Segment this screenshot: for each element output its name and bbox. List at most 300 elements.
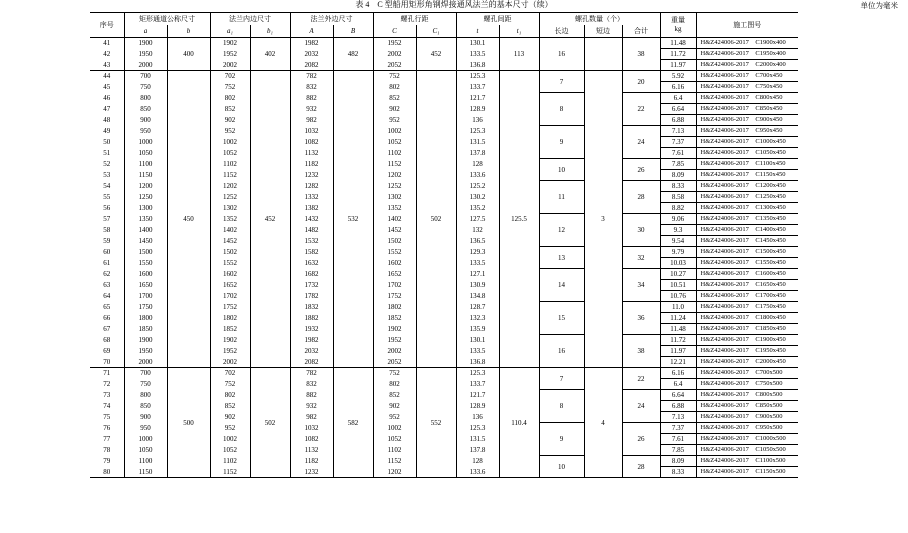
cell-A: 1132 bbox=[290, 445, 333, 456]
cell-weight: 8.33 bbox=[660, 181, 696, 192]
cell-C: 2002 bbox=[373, 49, 416, 60]
cell-C: 1052 bbox=[373, 434, 416, 445]
cell-a1: 1802 bbox=[210, 313, 250, 324]
cell-a: 750 bbox=[124, 379, 167, 390]
cell-t: 136.5 bbox=[456, 236, 499, 247]
cell-a: 1100 bbox=[124, 456, 167, 467]
cell-a1: 1452 bbox=[210, 236, 250, 247]
cell-C: 1552 bbox=[373, 247, 416, 258]
cell-a: 1200 bbox=[124, 181, 167, 192]
cell-a1: 952 bbox=[210, 126, 250, 137]
cell-A: 2032 bbox=[290, 49, 333, 60]
cell-drawing: H&Z424006-2017 C850x500 bbox=[696, 401, 798, 412]
header-short: 短边 bbox=[584, 25, 622, 38]
cell-drawing: H&Z424006-2017 C900x450 bbox=[696, 115, 798, 126]
cell-t: 125.2 bbox=[456, 181, 499, 192]
cell-C: 902 bbox=[373, 104, 416, 115]
cell-C: 952 bbox=[373, 412, 416, 423]
cell-A: 2032 bbox=[290, 346, 333, 357]
header-total: 合计 bbox=[622, 25, 660, 38]
cell-total: 28 bbox=[622, 456, 660, 478]
cell-t: 136.8 bbox=[456, 357, 499, 368]
cell-t: 128.9 bbox=[456, 104, 499, 115]
cell-t: 129.3 bbox=[456, 247, 499, 258]
cell-C: 1302 bbox=[373, 192, 416, 203]
cell-seq: 44 bbox=[90, 71, 124, 82]
cell-t: 137.8 bbox=[456, 148, 499, 159]
cell-seq: 67 bbox=[103, 325, 111, 333]
cell-drawing: H&Z424006-2017 C1200x450 bbox=[696, 181, 798, 192]
cell-drawing: H&Z424006-2017 C1400x450 bbox=[696, 225, 798, 236]
cell-drawing: H&Z424006-2017 C1000x500 bbox=[696, 434, 798, 445]
cell-weight: 11.48 bbox=[660, 38, 696, 49]
cell-long: 7 bbox=[539, 368, 584, 390]
cell-A: 782 bbox=[290, 71, 333, 82]
cell-short: 3 bbox=[584, 71, 622, 368]
cell-total: 32 bbox=[622, 247, 660, 269]
cell-C: 1102 bbox=[373, 148, 416, 159]
cell-t: 128.9 bbox=[456, 401, 499, 412]
cell-weight: 7.61 bbox=[660, 148, 696, 159]
cell-A: 782 bbox=[290, 368, 333, 379]
header-C: C bbox=[373, 25, 416, 38]
cell-t: 127.1 bbox=[456, 269, 499, 280]
cell-drawing: H&Z424006-2017 C1500x450 bbox=[696, 247, 798, 258]
cell-a: 900 bbox=[124, 115, 167, 126]
header-seq: 序号 bbox=[90, 13, 124, 38]
cell-C1: 552 bbox=[416, 368, 456, 478]
cell-C: 1152 bbox=[373, 159, 416, 170]
cell-C: 1002 bbox=[373, 423, 416, 434]
cell-t: 136 bbox=[456, 115, 499, 126]
cell-drawing: H&Z424006-2017 C850x450 bbox=[696, 104, 798, 115]
cell-a: 1700 bbox=[124, 291, 167, 302]
cell-a: 700 bbox=[124, 71, 167, 82]
header-weight bbox=[660, 13, 696, 38]
cell-C: 1452 bbox=[373, 225, 416, 236]
cell-seq: 74 bbox=[103, 402, 111, 410]
cell-long: 10 bbox=[539, 159, 584, 181]
cell-total: 26 bbox=[622, 423, 660, 456]
cell-C: 952 bbox=[373, 115, 416, 126]
cell-total: 24 bbox=[622, 390, 660, 423]
table-row bbox=[90, 38, 798, 49]
cell-C: 2052 bbox=[373, 60, 416, 71]
cell-drawing: H&Z424006-2017 C1100x450 bbox=[696, 159, 798, 170]
cell-t: 133.7 bbox=[456, 82, 499, 93]
cell-a: 700 bbox=[124, 368, 167, 379]
cell-drawing: H&Z424006-2017 C1350x450 bbox=[696, 214, 798, 225]
cell-drawing: H&Z424006-2017 C950x450 bbox=[696, 126, 798, 137]
cell-C: 1752 bbox=[373, 291, 416, 302]
cell-a: 1000 bbox=[124, 137, 167, 148]
cell-a1: 1552 bbox=[210, 258, 250, 269]
cell-a1: 1702 bbox=[210, 291, 250, 302]
cell-t: 128 bbox=[456, 456, 499, 467]
header-b1: b₁ bbox=[250, 25, 290, 38]
cell-A: 1082 bbox=[290, 137, 333, 148]
cell-total: 22 bbox=[622, 93, 660, 126]
cell-C: 1702 bbox=[373, 280, 416, 291]
cell-a: 1650 bbox=[124, 280, 167, 291]
cell-A: 1432 bbox=[290, 214, 333, 225]
cell-drawing: H&Z424006-2017 C800x500 bbox=[696, 390, 798, 401]
cell-a1: 902 bbox=[210, 115, 250, 126]
cell-C: 1502 bbox=[373, 236, 416, 247]
cell-long: 13 bbox=[539, 247, 584, 269]
cell-B: 482 bbox=[333, 38, 373, 71]
cell-b: 500 bbox=[167, 368, 210, 478]
cell-total: 38 bbox=[622, 335, 660, 368]
cell-seq: 62 bbox=[103, 270, 111, 278]
cell-drawing: H&Z424006-2017 C700x450 bbox=[696, 71, 798, 82]
cell-a: 850 bbox=[124, 401, 167, 412]
cell-a1: 1102 bbox=[210, 456, 250, 467]
cell-t: 132.3 bbox=[456, 313, 499, 324]
cell-long: 14 bbox=[539, 269, 584, 302]
cell-C: 1102 bbox=[373, 445, 416, 456]
cell-total: 22 bbox=[622, 368, 660, 390]
cell-t: 128.7 bbox=[456, 302, 499, 313]
cell-seq: 78 bbox=[103, 446, 111, 454]
cell-A: 1182 bbox=[290, 159, 333, 170]
cell-C: 1352 bbox=[373, 203, 416, 214]
cell-A: 1032 bbox=[290, 423, 333, 434]
cell-weight: 6.16 bbox=[660, 82, 696, 93]
unit-label: 单位为毫米 bbox=[860, 1, 898, 10]
cell-seq: 51 bbox=[103, 149, 111, 157]
cell-B: 532 bbox=[333, 71, 373, 368]
cell-a: 1050 bbox=[124, 445, 167, 456]
cell-C: 1952 bbox=[373, 335, 416, 346]
cell-weight: 7.37 bbox=[660, 423, 696, 434]
cell-drawing: H&Z424006-2017 C1800x450 bbox=[696, 313, 798, 324]
cell-seq: 68 bbox=[103, 336, 111, 344]
cell-a1: 1252 bbox=[210, 192, 250, 203]
cell-a1: 702 bbox=[210, 368, 250, 379]
cell-A: 1782 bbox=[290, 291, 333, 302]
header-a: a bbox=[124, 25, 167, 38]
cell-C: 1852 bbox=[373, 313, 416, 324]
cell-weight: 6.88 bbox=[660, 401, 696, 412]
cell-seq: 57 bbox=[103, 215, 111, 223]
cell-C1: 502 bbox=[416, 71, 456, 368]
cell-t: 121.7 bbox=[456, 390, 499, 401]
header-weight-unit: kg bbox=[674, 25, 682, 33]
header-weight-label: 重量 bbox=[671, 16, 685, 24]
cell-b1: 402 bbox=[250, 38, 290, 71]
cell-weight: 6.16 bbox=[660, 368, 696, 379]
cell-t1: 110.4 bbox=[499, 368, 539, 478]
cell-t: 125.3 bbox=[456, 126, 499, 137]
cell-a1: 1502 bbox=[210, 247, 250, 258]
cell-C: 1202 bbox=[373, 170, 416, 181]
cell-A: 832 bbox=[290, 379, 333, 390]
cell-b1: 452 bbox=[250, 71, 290, 368]
cell-A: 1982 bbox=[290, 38, 333, 49]
cell-a: 1100 bbox=[124, 159, 167, 170]
cell-seq: 71 bbox=[90, 368, 124, 379]
cell-A: 982 bbox=[290, 412, 333, 423]
cell-weight: 6.4 bbox=[660, 379, 696, 390]
cell-seq: 64 bbox=[103, 292, 111, 300]
cell-a: 1950 bbox=[124, 346, 167, 357]
header-inner: 法兰内边尺寸 bbox=[210, 13, 290, 26]
cell-long: 16 bbox=[539, 335, 584, 368]
cell-t: 133.5 bbox=[456, 258, 499, 269]
cell-t: 136.8 bbox=[456, 60, 499, 71]
header-C1: C₁ bbox=[416, 25, 456, 38]
header-long: 长边 bbox=[539, 25, 584, 38]
flange-dimension-table bbox=[90, 12, 798, 478]
cell-drawing: H&Z424006-2017 C700x500 bbox=[696, 368, 798, 379]
cell-total: 36 bbox=[622, 302, 660, 335]
cell-drawing: H&Z424006-2017 C2000x450 bbox=[696, 357, 798, 368]
cell-weight: 9.79 bbox=[660, 247, 696, 258]
cell-drawing: H&Z424006-2017 C800x450 bbox=[696, 93, 798, 104]
cell-weight: 9.54 bbox=[660, 236, 696, 247]
cell-t: 121.7 bbox=[456, 93, 499, 104]
cell-a: 1250 bbox=[124, 192, 167, 203]
cell-seq: 65 bbox=[103, 303, 111, 311]
cell-short: 4 bbox=[584, 368, 622, 478]
cell-total: 20 bbox=[622, 71, 660, 93]
cell-drawing: H&Z424006-2017 C1250x450 bbox=[696, 192, 798, 203]
cell-C: 2052 bbox=[373, 357, 416, 368]
cell-drawing: H&Z424006-2017 C1150x450 bbox=[696, 170, 798, 181]
cell-A: 1132 bbox=[290, 148, 333, 159]
cell-seq: 79 bbox=[103, 457, 111, 465]
cell-C: 1602 bbox=[373, 258, 416, 269]
cell-C1: 452 bbox=[416, 38, 456, 71]
cell-weight: 8.82 bbox=[660, 203, 696, 214]
cell-weight: 6.4 bbox=[660, 93, 696, 104]
cell-a: 950 bbox=[124, 423, 167, 434]
cell-a1: 852 bbox=[210, 401, 250, 412]
cell-weight: 7.13 bbox=[660, 412, 696, 423]
cell-drawing: H&Z424006-2017 C1900x450 bbox=[696, 335, 798, 346]
cell-seq: 53 bbox=[103, 171, 111, 179]
cell-a1: 1152 bbox=[210, 170, 250, 181]
cell-t: 125.3 bbox=[456, 368, 499, 379]
cell-weight: 5.92 bbox=[660, 71, 696, 82]
cell-weight: 9.3 bbox=[660, 225, 696, 236]
cell-A: 1632 bbox=[290, 258, 333, 269]
cell-t: 133.6 bbox=[456, 170, 499, 181]
cell-a: 2000 bbox=[124, 357, 167, 368]
cell-A: 1832 bbox=[290, 302, 333, 313]
cell-seq: 73 bbox=[103, 391, 111, 399]
cell-weight: 8.09 bbox=[660, 170, 696, 181]
cell-C: 2002 bbox=[373, 346, 416, 357]
cell-weight: 11.72 bbox=[660, 49, 696, 60]
cell-A: 882 bbox=[290, 93, 333, 104]
cell-seq: 46 bbox=[103, 94, 111, 102]
cell-a1: 1352 bbox=[210, 214, 250, 225]
cell-C: 852 bbox=[373, 93, 416, 104]
cell-b: 400 bbox=[167, 38, 210, 71]
cell-A: 1732 bbox=[290, 280, 333, 291]
cell-weight: 10.76 bbox=[660, 291, 696, 302]
cell-a1: 802 bbox=[210, 93, 250, 104]
cell-total: 28 bbox=[622, 181, 660, 214]
cell-long: 9 bbox=[539, 423, 584, 456]
cell-a: 1150 bbox=[124, 170, 167, 181]
cell-t: 130.1 bbox=[456, 335, 499, 346]
cell-long: 8 bbox=[539, 93, 584, 126]
cell-b1: 502 bbox=[250, 368, 290, 478]
cell-A: 1532 bbox=[290, 236, 333, 247]
cell-a1: 1002 bbox=[210, 434, 250, 445]
cell-a1: 952 bbox=[210, 423, 250, 434]
header-a1: a₁ bbox=[210, 25, 250, 38]
header-b: b bbox=[167, 25, 210, 38]
cell-drawing: H&Z424006-2017 C750x450 bbox=[696, 82, 798, 93]
cell-C: 1952 bbox=[373, 38, 416, 49]
cell-short bbox=[584, 38, 622, 71]
cell-weight: 7.85 bbox=[660, 159, 696, 170]
cell-long: 15 bbox=[539, 302, 584, 335]
cell-C: 1002 bbox=[373, 126, 416, 137]
cell-total: 24 bbox=[622, 126, 660, 159]
cell-seq: 69 bbox=[103, 347, 111, 355]
cell-A: 1232 bbox=[290, 467, 333, 478]
cell-drawing: H&Z424006-2017 C1050x450 bbox=[696, 148, 798, 159]
cell-a1: 1152 bbox=[210, 467, 250, 478]
cell-A: 1932 bbox=[290, 324, 333, 335]
cell-a: 1450 bbox=[124, 236, 167, 247]
cell-A: 1382 bbox=[290, 203, 333, 214]
cell-C: 902 bbox=[373, 401, 416, 412]
cell-A: 832 bbox=[290, 82, 333, 93]
cell-drawing: H&Z424006-2017 C750x500 bbox=[696, 379, 798, 390]
cell-drawing: H&Z424006-2017 C2000x400 bbox=[696, 60, 798, 71]
cell-drawing: H&Z424006-2017 C1600x450 bbox=[696, 269, 798, 280]
cell-seq: 43 bbox=[103, 60, 111, 69]
cell-long: 8 bbox=[539, 390, 584, 423]
cell-total: 30 bbox=[622, 214, 660, 247]
cell-seq: 80 bbox=[103, 467, 111, 476]
cell-a1: 802 bbox=[210, 390, 250, 401]
cell-seq: 61 bbox=[103, 259, 111, 267]
cell-seq: 52 bbox=[103, 160, 111, 168]
cell-seq: 45 bbox=[103, 83, 111, 91]
cell-t: 135.9 bbox=[456, 324, 499, 335]
cell-a1: 752 bbox=[210, 82, 250, 93]
cell-C: 802 bbox=[373, 82, 416, 93]
cell-a1: 852 bbox=[210, 104, 250, 115]
cell-C: 1052 bbox=[373, 137, 416, 148]
cell-a: 1150 bbox=[124, 467, 167, 478]
cell-weight: 11.48 bbox=[660, 324, 696, 335]
cell-a1: 1952 bbox=[210, 346, 250, 357]
cell-drawing: H&Z424006-2017 C900x500 bbox=[696, 412, 798, 423]
cell-C: 1652 bbox=[373, 269, 416, 280]
cell-t: 130.9 bbox=[456, 280, 499, 291]
cell-A: 1682 bbox=[290, 269, 333, 280]
cell-a: 750 bbox=[124, 82, 167, 93]
cell-a1: 1052 bbox=[210, 148, 250, 159]
cell-seq: 50 bbox=[103, 138, 111, 146]
cell-a1: 1652 bbox=[210, 280, 250, 291]
cell-seq: 76 bbox=[103, 424, 111, 432]
cell-weight: 11.97 bbox=[660, 346, 696, 357]
cell-C: 1202 bbox=[373, 467, 416, 478]
cell-weight: 11.97 bbox=[660, 60, 696, 71]
cell-long: 7 bbox=[539, 71, 584, 93]
cell-A: 882 bbox=[290, 390, 333, 401]
cell-t: 133.5 bbox=[456, 346, 499, 357]
cell-a: 1550 bbox=[124, 258, 167, 269]
cell-t: 135.2 bbox=[456, 203, 499, 214]
cell-t: 131.5 bbox=[456, 137, 499, 148]
cell-t: 130.1 bbox=[456, 38, 499, 49]
cell-weight: 7.13 bbox=[660, 126, 696, 137]
cell-t1: 125.5 bbox=[499, 71, 539, 368]
cell-A: 1282 bbox=[290, 181, 333, 192]
cell-seq: 66 bbox=[103, 314, 111, 322]
cell-t: 125.3 bbox=[456, 71, 499, 82]
cell-a1: 1052 bbox=[210, 445, 250, 456]
cell-weight: 8.33 bbox=[660, 467, 696, 478]
cell-t: 134.8 bbox=[456, 291, 499, 302]
cell-weight: 11.0 bbox=[660, 302, 696, 313]
header-t: t bbox=[456, 25, 499, 38]
cell-weight: 7.37 bbox=[660, 137, 696, 148]
cell-A: 1032 bbox=[290, 126, 333, 137]
cell-weight: 11.24 bbox=[660, 313, 696, 324]
cell-A: 1182 bbox=[290, 456, 333, 467]
cell-a: 1900 bbox=[124, 335, 167, 346]
cell-drawing: H&Z424006-2017 C1300x450 bbox=[696, 203, 798, 214]
cell-A: 1482 bbox=[290, 225, 333, 236]
cell-t: 131.5 bbox=[456, 434, 499, 445]
cell-a: 800 bbox=[124, 390, 167, 401]
cell-C: 802 bbox=[373, 379, 416, 390]
cell-long: 10 bbox=[539, 456, 584, 478]
cell-a1: 2002 bbox=[210, 357, 250, 368]
cell-a1: 1602 bbox=[210, 269, 250, 280]
cell-a: 800 bbox=[124, 93, 167, 104]
table-title: 表 4 C 型船用矩形角钢焊接通风法兰的基本尺寸（续） bbox=[355, 0, 553, 9]
header-t1: t₁ bbox=[499, 25, 539, 38]
cell-seq: 41 bbox=[103, 39, 111, 48]
cell-drawing: H&Z424006-2017 C1650x450 bbox=[696, 280, 798, 291]
cell-seq: 56 bbox=[103, 204, 111, 212]
cell-A: 2082 bbox=[290, 60, 333, 71]
cell-drawing: H&Z424006-2017 C1950x450 bbox=[696, 346, 798, 357]
cell-A: 1582 bbox=[290, 247, 333, 258]
cell-a: 1350 bbox=[124, 214, 167, 225]
cell-A: 1232 bbox=[290, 170, 333, 181]
cell-a1: 1202 bbox=[210, 181, 250, 192]
cell-drawing: H&Z424006-2017 C1100x500 bbox=[696, 456, 798, 467]
cell-a1: 1752 bbox=[210, 302, 250, 313]
cell-weight: 6.64 bbox=[660, 104, 696, 115]
cell-a: 1400 bbox=[124, 225, 167, 236]
cell-t: 137.8 bbox=[456, 445, 499, 456]
cell-C: 1402 bbox=[373, 214, 416, 225]
cell-seq: 54 bbox=[103, 182, 111, 190]
cell-seq: 63 bbox=[103, 281, 111, 289]
cell-a1: 1102 bbox=[210, 159, 250, 170]
cell-drawing: H&Z424006-2017 C1150x500 bbox=[696, 467, 798, 478]
cell-long: 16 bbox=[539, 38, 584, 71]
cell-t: 128 bbox=[456, 159, 499, 170]
cell-a: 1300 bbox=[124, 203, 167, 214]
cell-a: 1600 bbox=[124, 269, 167, 280]
cell-A: 932 bbox=[290, 401, 333, 412]
